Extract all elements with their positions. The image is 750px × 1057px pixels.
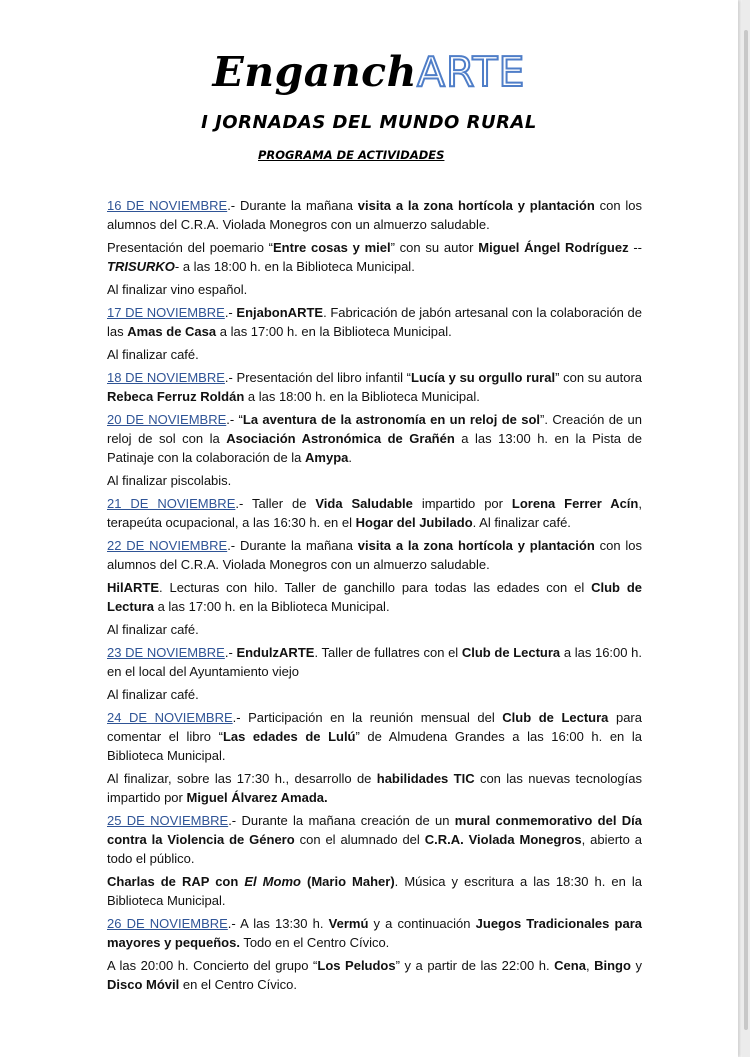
paragraph-text: A las 20:00 h. Concierto del grupo “ <box>107 958 318 973</box>
program-paragraph <box>107 238 642 276</box>
program-paragraph <box>107 303 642 341</box>
bold-text: Club de Lectura <box>502 710 609 725</box>
program-paragraph <box>107 685 642 704</box>
bold-text: Los Peludos <box>317 958 396 973</box>
bold-text: Lorena Ferrer Acín <box>511 496 639 511</box>
paragraph-text: impartido por <box>412 496 512 511</box>
program-paragraph <box>107 471 642 490</box>
bold-text: EnjabonARTE <box>236 305 324 320</box>
paragraph-text: a las 13:00 h. en la Pista de Patinaje con la colaboración de la <box>107 431 643 465</box>
bold-text: (Mario Maher) <box>300 874 395 889</box>
bold-text: HilARTE <box>107 580 159 595</box>
paragraph-text: con los alumnos del C.R.A. Violada Monegros con un almuerzo saludable. <box>107 538 642 572</box>
paragraph-text: ” con su autor <box>390 240 479 255</box>
paragraph-text: .- Durante la mañana <box>227 538 358 553</box>
bold-text: Juegos Tradicionales para mayores y pequeños. <box>107 916 642 950</box>
paragraph-text: Al finalizar, sobre las 17:30 h., desarrollo de <box>107 771 377 786</box>
bold-text: Bingo <box>594 958 631 973</box>
paragraph-text: con el alumnado del <box>294 832 425 847</box>
vertical-scrollbar[interactable] <box>742 0 750 1057</box>
paragraph-text: Al finalizar café. <box>107 687 199 702</box>
bold-text: Vida Saludable <box>315 496 413 511</box>
document-title: I JORNADAS DEL MUNDO RURAL <box>201 112 537 133</box>
program-paragraph <box>107 280 642 299</box>
paragraph-text: . Lecturas con hilo. Taller de ganchillo para todas las edades con el <box>159 580 592 595</box>
bold-italic-text: TRISURKO <box>107 259 175 274</box>
scrollbar-thumb[interactable] <box>744 30 748 1030</box>
paragraph-text: . Música y escritura a las 18:30 h. en la Biblioteca Municipal. <box>107 874 642 908</box>
document-subtitle: PROGRAMA DE ACTIVIDADES <box>258 148 445 162</box>
event-date: 16 DE NOVIEMBRE <box>107 198 228 213</box>
bold-text: Charlas de RAP con <box>107 874 245 889</box>
bold-text: C.R.A. Violada Monegros <box>424 832 582 847</box>
bold-text: mural conmemorativo del Día contra la Violencia de Género <box>107 813 642 847</box>
paragraph-text: .- A las 13:30 h. <box>227 916 329 931</box>
paragraph-text: Al finalizar vino español. <box>107 282 248 297</box>
paragraph-text: . Taller de fullatres con el <box>314 645 462 660</box>
program-paragraph <box>107 620 642 639</box>
logo <box>0 46 738 98</box>
bold-text: Lucía y su orgullo rural <box>411 370 556 385</box>
bold-text: habilidades TIC <box>376 771 475 786</box>
program-paragraph <box>107 811 642 868</box>
paragraph-text: . Al finalizar café. <box>472 515 571 530</box>
event-date: 24 DE NOVIEMBRE <box>107 710 233 725</box>
paragraph-text: ” con su autora <box>555 370 643 385</box>
paragraph-text: .- Durante la mañana <box>227 198 358 213</box>
paragraph-text: , abierto a todo el público. <box>107 832 642 866</box>
paragraph-text: . <box>348 450 353 465</box>
paragraph-text: ”. Creación de un reloj de sol con la <box>107 412 642 446</box>
paragraph-text: Al finalizar piscolabis. <box>107 473 232 488</box>
paragraph-text: Presentación del poemario “ <box>107 240 273 255</box>
bold-italic-text: El Momo <box>244 874 301 889</box>
program-paragraph <box>107 956 642 994</box>
paragraph-text: a las 17:00 h. en la Biblioteca Municipal. <box>153 599 390 614</box>
paragraph-text: .- “ <box>226 412 243 427</box>
paragraph-text: ” de Almudena Grandes a las 16:00 h. en la Biblioteca Municipal. <box>107 729 642 763</box>
bold-text: Amypa <box>305 450 349 465</box>
program-paragraph <box>107 769 642 807</box>
paragraph-text: .- Taller de <box>235 496 316 511</box>
bold-text: Las edades de Lulú <box>222 729 356 744</box>
program-paragraph <box>107 643 642 681</box>
paragraph-text: .- Presentación del libro infantil “ <box>224 370 412 385</box>
bold-text: visita a la zona hortícola y plantación <box>357 538 595 553</box>
event-date: 26 DE NOVIEMBRE <box>107 916 228 931</box>
bold-text: Cena <box>554 958 586 973</box>
program-paragraph <box>107 708 642 765</box>
bold-text: Entre cosas y miel <box>273 240 391 255</box>
bold-text: EndulzARTE <box>236 645 315 660</box>
paragraph-text: .- Participación en la reunión mensual del <box>232 710 503 725</box>
event-date: 22 DE NOVIEMBRE <box>107 538 228 553</box>
bold-text: Asociación Astronómica de Grañén <box>226 431 455 446</box>
paragraph-text: a las 16:00 h. en el local del Ayuntamiento viejo <box>107 645 642 679</box>
bold-text: visita a la zona hortícola y plantación <box>357 198 595 213</box>
bold-text: Club de Lectura <box>107 580 642 614</box>
paragraph-text: a las 18:00 h. en la Biblioteca Municipal. <box>244 389 480 404</box>
event-date: 21 DE NOVIEMBRE <box>107 496 236 511</box>
program-paragraph <box>107 494 642 532</box>
paragraph-text: Al finalizar café. <box>107 347 199 362</box>
paragraph-text: para comentar el libro “ <box>107 710 642 744</box>
paragraph-text: .- Durante la mañana creación de un <box>228 813 455 828</box>
bold-text: Amas de Casa <box>127 324 217 339</box>
event-date: 25 DE NOVIEMBRE <box>107 813 229 828</box>
program-paragraph <box>107 872 642 910</box>
bold-text: Miguel Álvarez Amada. <box>186 790 328 805</box>
program-paragraph <box>107 536 642 574</box>
paragraph-text: . Fabricación de jabón artesanal con la colaboración de las <box>107 305 642 339</box>
program-paragraph <box>107 410 642 467</box>
event-date: 17 DE NOVIEMBRE <box>107 305 225 320</box>
logo-text-enganch: Enganch <box>212 48 417 96</box>
paragraph-text: , terapeúta ocupacional, a las 16:30 h. en el <box>107 496 642 530</box>
program-paragraph <box>107 368 642 406</box>
paragraph-text: ” y a partir de las 22:00 h. <box>395 958 555 973</box>
event-date: 23 DE NOVIEMBRE <box>107 645 225 660</box>
program-paragraph <box>107 196 642 234</box>
paragraph-text: - a las 18:00 h. en la Biblioteca Municipal. <box>174 259 415 274</box>
bold-text: Rebeca Ferruz Roldán <box>107 389 245 404</box>
program-paragraph <box>107 578 642 616</box>
bold-text: La aventura de la astronomía en un reloj de sol <box>242 412 541 427</box>
bold-text: Hogar del Jubilado <box>355 515 473 530</box>
paragraph-text: y a continuación <box>368 916 476 931</box>
paragraph-text: Al finalizar café. <box>107 622 199 637</box>
paragraph-text: con las nuevas tecnologías impartido por <box>107 771 643 805</box>
bold-text: Miguel Ángel Rodríguez <box>478 240 629 255</box>
logo-text-arte: ARTE <box>416 48 526 96</box>
event-date: 20 DE NOVIEMBRE <box>107 412 227 427</box>
bold-text: Vermú <box>328 916 369 931</box>
paragraph-text: en el Centro Cívico. <box>179 977 298 992</box>
paragraph-text: .- <box>224 645 237 660</box>
program-list <box>107 196 642 998</box>
program-paragraph <box>107 345 642 364</box>
paragraph-text: , <box>585 958 595 973</box>
bold-text: Club de Lectura <box>461 645 561 660</box>
program-paragraph <box>107 914 642 952</box>
event-date: 18 DE NOVIEMBRE <box>107 370 225 385</box>
paragraph-text: y <box>630 958 642 973</box>
paragraph-text: Todo en el Centro Cívico. <box>239 935 390 950</box>
bold-text: Disco Móvil <box>107 977 180 992</box>
paragraph-text: a las 17:00 h. en la Biblioteca Municipal. <box>216 324 452 339</box>
paragraph-text: con los alumnos del C.R.A. Violada Monegros con un almuerzo saludable. <box>107 198 642 232</box>
paragraph-text: -- <box>628 240 642 255</box>
paragraph-text: .- <box>224 305 237 320</box>
